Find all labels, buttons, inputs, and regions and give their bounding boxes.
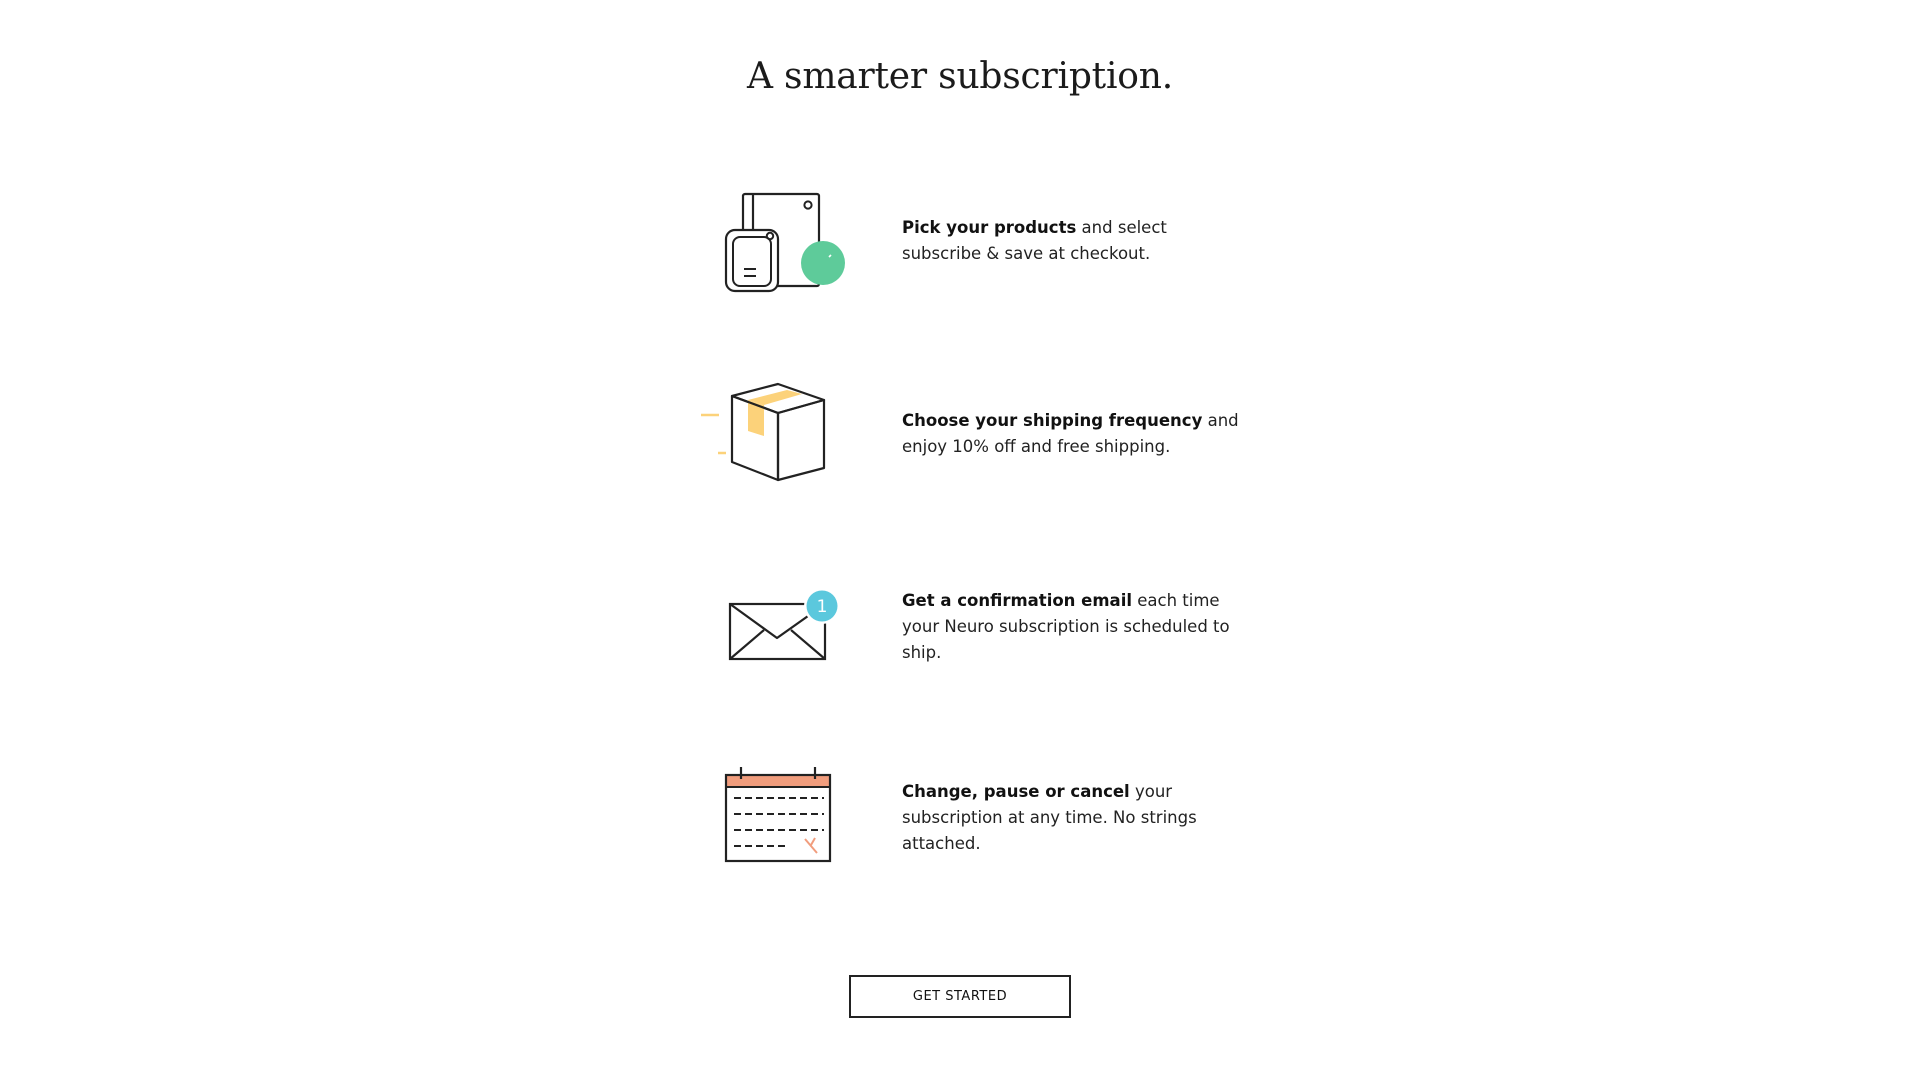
get-started-button[interactable]: GET STARTED — [849, 975, 1071, 1018]
step-pick-products — [690, 185, 1250, 305]
step-highlight: Pick your products — [902, 218, 1077, 237]
step-description: each time your Neuro subscription is scheduled to ship. — [902, 591, 1230, 662]
calendar-icon — [690, 765, 850, 885]
step-text — [902, 408, 1247, 460]
email-notification-icon — [690, 578, 850, 698]
page-title: A smarter subscription. — [747, 56, 1173, 97]
step-highlight: Get a confirmation email — [902, 591, 1133, 610]
step-confirmation-email — [690, 578, 1250, 698]
step-change-pause-cancel — [690, 765, 1250, 885]
step-shipping-frequency — [690, 380, 1250, 500]
step-text — [902, 779, 1247, 857]
step-text — [902, 215, 1247, 267]
step-highlight: Choose your shipping frequency — [902, 411, 1203, 430]
products-icon — [690, 185, 850, 305]
notification-badge: 1 — [816, 597, 828, 617]
step-description: and select subscribe & save at checkout. — [902, 218, 1167, 263]
step-text — [902, 588, 1247, 666]
step-description: and enjoy 10% off and free shipping. — [902, 411, 1239, 456]
step-highlight: Change, pause or cancel — [902, 782, 1130, 801]
step-description: your subscription at any time. No strings attached. — [902, 782, 1197, 853]
shipping-box-icon — [690, 380, 850, 500]
